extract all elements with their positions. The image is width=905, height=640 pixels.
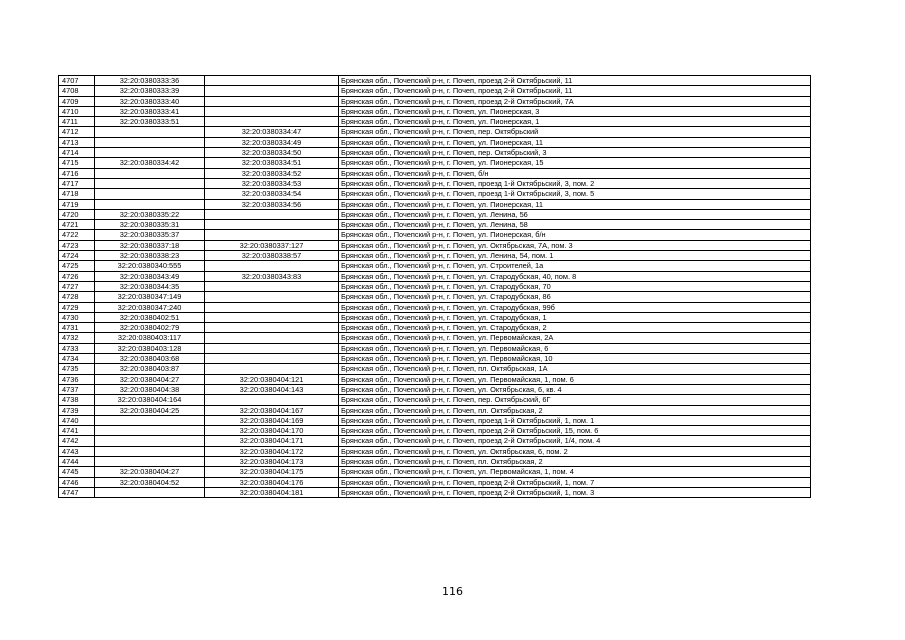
- table-row: [59, 384, 811, 394]
- table-row: [59, 405, 811, 415]
- table-row: [59, 456, 811, 466]
- parcel-number-cell: [95, 446, 205, 456]
- building-number-cell: [205, 117, 339, 127]
- building-number-cell: [205, 76, 339, 86]
- table-row: [59, 312, 811, 322]
- address-cell: Брянская обл., Почепский р-н, г. Почеп, пл. Октябрьская, 2: [339, 456, 811, 466]
- building-number-cell: 32:20:0380334:50: [205, 148, 339, 158]
- row-number-cell: 4718: [59, 189, 95, 199]
- address-cell: Брянская обл., Почепский р-н, г. Почеп, проезд 2-й Октябрьский, 1, пом. 3: [339, 487, 811, 497]
- table-row: [59, 209, 811, 219]
- building-number-cell: [205, 354, 339, 364]
- address-cell: Брянская обл., Почепский р-н, г. Почеп, ул. Первомайская, 2А: [339, 333, 811, 343]
- address-cell: Брянская обл., Почепский р-н, г. Почеп, проезд 2-й Октябрьский, 11: [339, 76, 811, 86]
- table-row: [59, 251, 811, 261]
- building-number-cell: 32:20:0380404:173: [205, 456, 339, 466]
- building-number-cell: [205, 230, 339, 240]
- address-cell: Брянская обл., Почепский р-н, г. Почеп, ул. Стародубская, 99б: [339, 302, 811, 312]
- building-number-cell: [205, 281, 339, 291]
- building-number-cell: 32:20:0380404:171: [205, 436, 339, 446]
- building-number-cell: [205, 261, 339, 271]
- row-number-cell: 4727: [59, 281, 95, 291]
- address-cell: Брянская обл., Почепский р-н, г. Почеп, проезд 1-й Октябрьский, 3, пом. 2: [339, 178, 811, 188]
- table-row: [59, 86, 811, 96]
- table-row: [59, 199, 811, 209]
- building-number-cell: [205, 323, 339, 333]
- building-number-cell: [205, 220, 339, 230]
- table-row: [59, 127, 811, 137]
- address-cell: Брянская обл., Почепский р-н, г. Почеп, пл. Октябрьская, 1А: [339, 364, 811, 374]
- address-cell: Брянская обл., Почепский р-н, г. Почеп, ул. Первомайская, 1, пом. 6: [339, 374, 811, 384]
- address-cell: Брянская обл., Почепский р-н, г. Почеп, проезд 2-й Октябрьский, 7А: [339, 96, 811, 106]
- parcel-number-cell: 32:20:0380338:23: [95, 251, 205, 261]
- address-cell: Брянская обл., Почепский р-н, г. Почеп, ул. Строителей, 1а: [339, 261, 811, 271]
- address-cell: Брянская обл., Почепский р-н, г. Почеп, ул. Пионерская, б/н: [339, 230, 811, 240]
- parcel-number-cell: 32:20:0380404:27: [95, 467, 205, 477]
- address-cell: Брянская обл., Почепский р-н, г. Почеп, пер. Октябрьский, 3: [339, 148, 811, 158]
- row-number-cell: 4722: [59, 230, 95, 240]
- address-cell: Брянская обл., Почепский р-н, г. Почеп, проезд 2-й Октябрьский, 1, пом. 7: [339, 477, 811, 487]
- cadastral-table: [58, 75, 811, 498]
- building-number-cell: 32:20:0380337:127: [205, 240, 339, 250]
- address-cell: Брянская обл., Почепский р-н, г. Почеп, ул. Ленина, 56: [339, 209, 811, 219]
- building-number-cell: 32:20:0380404:175: [205, 467, 339, 477]
- building-number-cell: 32:20:0380338:57: [205, 251, 339, 261]
- building-number-cell: [205, 302, 339, 312]
- parcel-number-cell: 32:20:0380333:40: [95, 96, 205, 106]
- row-number-cell: 4737: [59, 384, 95, 394]
- parcel-number-cell: 32:20:0380334:42: [95, 158, 205, 168]
- parcel-number-cell: 32:20:0380404:38: [95, 384, 205, 394]
- parcel-number-cell: 32:20:0380335:37: [95, 230, 205, 240]
- parcel-number-cell: [95, 137, 205, 147]
- address-cell: Брянская обл., Почепский р-н, г. Почеп, ул. Стародубская, 40, пом. 8: [339, 271, 811, 281]
- row-number-cell: 4721: [59, 220, 95, 230]
- parcel-number-cell: [95, 199, 205, 209]
- address-cell: Брянская обл., Почепский р-н, г. Почеп, б/н: [339, 168, 811, 178]
- parcel-number-cell: 32:20:0380333:39: [95, 86, 205, 96]
- table-row: [59, 333, 811, 343]
- row-number-cell: 4707: [59, 76, 95, 86]
- table-row: [59, 158, 811, 168]
- row-number-cell: 4720: [59, 209, 95, 219]
- address-cell: Брянская обл., Почепский р-н, г. Почеп, проезд 2-й Октябрьский, 11: [339, 86, 811, 96]
- table-row: [59, 281, 811, 291]
- building-number-cell: 32:20:0380404:176: [205, 477, 339, 487]
- building-number-cell: [205, 364, 339, 374]
- parcel-number-cell: 32:20:0380344:35: [95, 281, 205, 291]
- address-cell: Брянская обл., Почепский р-н, г. Почеп, ул. Октябрьская, 6, кв. 4: [339, 384, 811, 394]
- parcel-number-cell: 32:20:0380335:22: [95, 209, 205, 219]
- building-number-cell: [205, 86, 339, 96]
- building-number-cell: 32:20:0380404:170: [205, 426, 339, 436]
- row-number-cell: 4745: [59, 467, 95, 477]
- building-number-cell: [205, 209, 339, 219]
- building-number-cell: 32:20:0380334:52: [205, 168, 339, 178]
- row-number-cell: 4733: [59, 343, 95, 353]
- address-cell: Брянская обл., Почепский р-н, г. Почеп, ул. Первомайская, 1, пом. 4: [339, 467, 811, 477]
- address-cell: Брянская обл., Почепский р-н, г. Почеп, ул. Пионерская, 15: [339, 158, 811, 168]
- parcel-number-cell: 32:20:0380403:87: [95, 364, 205, 374]
- row-number-cell: 4743: [59, 446, 95, 456]
- row-number-cell: 4730: [59, 312, 95, 322]
- building-number-cell: 32:20:0380404:169: [205, 415, 339, 425]
- address-cell: Брянская обл., Почепский р-н, г. Почеп, ул. Октябрьская, 7А, пом. 3: [339, 240, 811, 250]
- building-number-cell: 32:20:0380334:47: [205, 127, 339, 137]
- row-number-cell: 4709: [59, 96, 95, 106]
- parcel-number-cell: [95, 168, 205, 178]
- table-row: [59, 117, 811, 127]
- table-row: [59, 137, 811, 147]
- building-number-cell: 32:20:0380404:143: [205, 384, 339, 394]
- building-number-cell: 32:20:0380404:172: [205, 446, 339, 456]
- address-cell: Брянская обл., Почепский р-н, г. Почеп, ул. Первомайская, 10: [339, 354, 811, 364]
- parcel-number-cell: 32:20:0380404:164: [95, 395, 205, 405]
- row-number-cell: 4713: [59, 137, 95, 147]
- row-number-cell: 4715: [59, 158, 95, 168]
- address-cell: Брянская обл., Почепский р-н, г. Почеп, ул. Пионерская, 11: [339, 137, 811, 147]
- row-number-cell: 4711: [59, 117, 95, 127]
- parcel-number-cell: 32:20:0380402:79: [95, 323, 205, 333]
- parcel-number-cell: [95, 415, 205, 425]
- parcel-number-cell: 32:20:0380333:41: [95, 106, 205, 116]
- row-number-cell: 4734: [59, 354, 95, 364]
- parcel-number-cell: [95, 426, 205, 436]
- row-number-cell: 4728: [59, 292, 95, 302]
- row-number-cell: 4708: [59, 86, 95, 96]
- table-row: [59, 96, 811, 106]
- building-number-cell: 32:20:0380343:83: [205, 271, 339, 281]
- parcel-number-cell: 32:20:0380333:36: [95, 76, 205, 86]
- parcel-number-cell: [95, 456, 205, 466]
- table-row: [59, 364, 811, 374]
- table-row: [59, 76, 811, 86]
- row-number-cell: 4714: [59, 148, 95, 158]
- row-number-cell: 4742: [59, 436, 95, 446]
- address-cell: Брянская обл., Почепский р-н, г. Почеп, проезд 1-й Октябрьский, 1, пом. 1: [339, 415, 811, 425]
- table-row: [59, 148, 811, 158]
- building-number-cell: 32:20:0380334:53: [205, 178, 339, 188]
- parcel-number-cell: 32:20:0380404:52: [95, 477, 205, 487]
- row-number-cell: 4710: [59, 106, 95, 116]
- parcel-number-cell: 32:20:0380335:31: [95, 220, 205, 230]
- building-number-cell: [205, 395, 339, 405]
- row-number-cell: 4740: [59, 415, 95, 425]
- table-row: [59, 261, 811, 271]
- parcel-number-cell: [95, 148, 205, 158]
- parcel-number-cell: 32:20:0380402:51: [95, 312, 205, 322]
- building-number-cell: [205, 312, 339, 322]
- row-number-cell: 4744: [59, 456, 95, 466]
- parcel-number-cell: 32:20:0380403:117: [95, 333, 205, 343]
- table-row: [59, 240, 811, 250]
- row-number-cell: 4735: [59, 364, 95, 374]
- address-cell: Брянская обл., Почепский р-н, г. Почеп, ул. Пионерская, 3: [339, 106, 811, 116]
- parcel-number-cell: 32:20:0380343:49: [95, 271, 205, 281]
- table-row: [59, 323, 811, 333]
- row-number-cell: 4719: [59, 199, 95, 209]
- row-number-cell: 4747: [59, 487, 95, 497]
- building-number-cell: 32:20:0380334:51: [205, 158, 339, 168]
- address-cell: Брянская обл., Почепский р-н, г. Почеп, пл. Октябрьская, 2: [339, 405, 811, 415]
- page-number: 116: [442, 585, 463, 598]
- address-cell: Брянская обл., Почепский р-н, г. Почеп, ул. Ленина, 54, пом. 1: [339, 251, 811, 261]
- building-number-cell: 32:20:0380404:181: [205, 487, 339, 497]
- table-row: [59, 477, 811, 487]
- address-cell: Брянская обл., Почепский р-н, г. Почеп, ул. Стародубская, 70: [339, 281, 811, 291]
- parcel-number-cell: 32:20:0380347:240: [95, 302, 205, 312]
- row-number-cell: 4736: [59, 374, 95, 384]
- parcel-number-cell: [95, 436, 205, 446]
- address-cell: Брянская обл., Почепский р-н, г. Почеп, пер. Октябрьский, 6Г: [339, 395, 811, 405]
- address-cell: Брянская обл., Почепский р-н, г. Почеп, ул. Октябрьская, 6, пом. 2: [339, 446, 811, 456]
- address-cell: Брянская обл., Почепский р-н, г. Почеп, ул. Стародубская, 2: [339, 323, 811, 333]
- table-row: [59, 343, 811, 353]
- table-row: [59, 302, 811, 312]
- parcel-number-cell: [95, 178, 205, 188]
- row-number-cell: 4738: [59, 395, 95, 405]
- parcel-number-cell: 32:20:0380347:149: [95, 292, 205, 302]
- parcel-number-cell: [95, 189, 205, 199]
- table-row: [59, 292, 811, 302]
- row-number-cell: 4726: [59, 271, 95, 281]
- table-row: [59, 395, 811, 405]
- address-cell: Брянская обл., Почепский р-н, г. Почеп, проезд 2-й Октябрьский, 15, пом. 6: [339, 426, 811, 436]
- building-number-cell: [205, 343, 339, 353]
- parcel-number-cell: 32:20:0380404:25: [95, 405, 205, 415]
- building-number-cell: 32:20:0380404:167: [205, 405, 339, 415]
- table-row: [59, 106, 811, 116]
- row-number-cell: 4732: [59, 333, 95, 343]
- address-cell: Брянская обл., Почепский р-н, г. Почеп, пер. Октябрьский: [339, 127, 811, 137]
- address-cell: Брянская обл., Почепский р-н, г. Почеп, ул. Пионерская, 1: [339, 117, 811, 127]
- row-number-cell: 4731: [59, 323, 95, 333]
- building-number-cell: 32:20:0380334:54: [205, 189, 339, 199]
- parcel-number-cell: 32:20:0380340:555: [95, 261, 205, 271]
- table-row: [59, 230, 811, 240]
- address-cell: Брянская обл., Почепский р-н, г. Почеп, ул. Стародубская, 1: [339, 312, 811, 322]
- table-row: [59, 220, 811, 230]
- table-row: [59, 426, 811, 436]
- table-row: [59, 354, 811, 364]
- address-cell: Брянская обл., Почепский р-н, г. Почеп, проезд 1-й Октябрьский, 3, пом. 5: [339, 189, 811, 199]
- table-row: [59, 374, 811, 384]
- building-number-cell: 32:20:0380334:56: [205, 199, 339, 209]
- parcel-number-cell: 32:20:0380403:68: [95, 354, 205, 364]
- parcel-number-cell: 32:20:0380333:51: [95, 117, 205, 127]
- address-cell: Брянская обл., Почепский р-н, г. Почеп, ул. Ленина, 58: [339, 220, 811, 230]
- row-number-cell: 4717: [59, 178, 95, 188]
- parcel-number-cell: 32:20:0380404:27: [95, 374, 205, 384]
- row-number-cell: 4746: [59, 477, 95, 487]
- address-cell: Брянская обл., Почепский р-н, г. Почеп, ул. Пионерская, 11: [339, 199, 811, 209]
- table-row: [59, 178, 811, 188]
- address-cell: Брянская обл., Почепский р-н, г. Почеп, проезд 2-й Октябрьский, 1/4, пом. 4: [339, 436, 811, 446]
- table-row: [59, 271, 811, 281]
- row-number-cell: 4716: [59, 168, 95, 178]
- row-number-cell: 4741: [59, 426, 95, 436]
- table-row: [59, 415, 811, 425]
- row-number-cell: 4723: [59, 240, 95, 250]
- parcel-number-cell: [95, 127, 205, 137]
- parcel-number-cell: 32:20:0380337:18: [95, 240, 205, 250]
- parcel-number-cell: [95, 487, 205, 497]
- building-number-cell: [205, 292, 339, 302]
- row-number-cell: 4724: [59, 251, 95, 261]
- table-body: [59, 76, 811, 498]
- parcel-number-cell: 32:20:0380403:128: [95, 343, 205, 353]
- table-row: [59, 446, 811, 456]
- address-cell: Брянская обл., Почепский р-н, г. Почеп, ул. Первомайская, 6: [339, 343, 811, 353]
- table-row: [59, 487, 811, 497]
- building-number-cell: [205, 106, 339, 116]
- table-row: [59, 189, 811, 199]
- row-number-cell: 4712: [59, 127, 95, 137]
- table-row: [59, 436, 811, 446]
- building-number-cell: 32:20:0380404:121: [205, 374, 339, 384]
- building-number-cell: [205, 96, 339, 106]
- building-number-cell: [205, 333, 339, 343]
- row-number-cell: 4739: [59, 405, 95, 415]
- table-row: [59, 467, 811, 477]
- address-cell: Брянская обл., Почепский р-н, г. Почеп, ул. Стародубская, 86: [339, 292, 811, 302]
- row-number-cell: 4729: [59, 302, 95, 312]
- table-row: [59, 168, 811, 178]
- building-number-cell: 32:20:0380334:49: [205, 137, 339, 147]
- row-number-cell: 4725: [59, 261, 95, 271]
